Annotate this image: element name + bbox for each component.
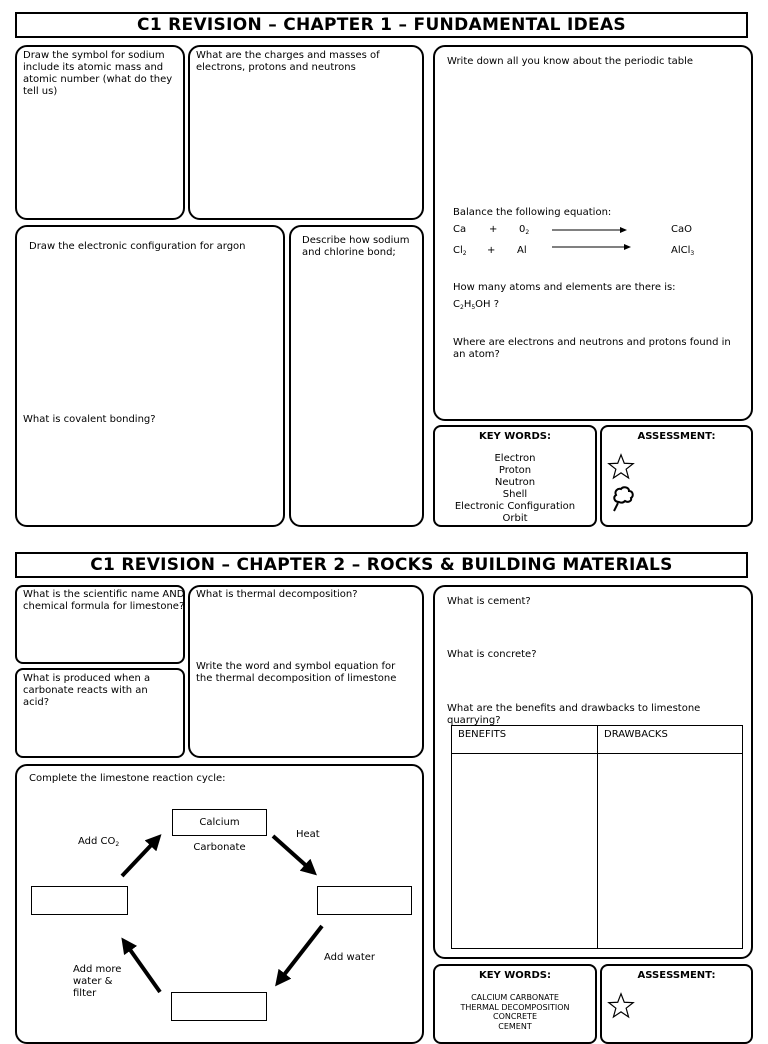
assessment-title: ASSESSMENT: bbox=[637, 431, 716, 442]
ionic-question: Describe how sodium and chlorine bond; bbox=[302, 235, 410, 258]
label-add-water: Add water bbox=[324, 952, 376, 963]
assessment-box-1 bbox=[600, 425, 753, 527]
ethanol-formula: $C_2H_5OH$ ? bbox=[453, 299, 500, 311]
thought-bubble-icon bbox=[610, 485, 636, 513]
key-words-title: KEY WORDS: bbox=[478, 970, 552, 981]
concrete-question: What is concrete? bbox=[447, 649, 537, 660]
cement-question: What is cement? bbox=[447, 596, 531, 607]
key-words-box-1 bbox=[433, 425, 597, 527]
argon-box bbox=[15, 225, 285, 527]
eq1-reactant-b: $0_2$ bbox=[519, 224, 530, 236]
label-add-co2: Add $CO_2$ bbox=[78, 836, 120, 848]
arrow-add-co2 bbox=[122, 840, 156, 876]
argon-question: Draw the electronic configuration for argon bbox=[29, 241, 246, 252]
balance-question: Balance the following equation: bbox=[453, 207, 612, 218]
carbonate-question: What is produced when a carbonate reacts with an acid? bbox=[23, 673, 151, 708]
key-word: THERMAL DECOMPOSITION bbox=[460, 1002, 570, 1012]
key-word: CEMENT bbox=[498, 1021, 532, 1031]
drawbacks-cell[interactable] bbox=[598, 754, 743, 949]
label-heat: Heat bbox=[296, 829, 320, 840]
atoms-question: How many atoms and elements are there is: bbox=[453, 282, 676, 293]
key-words-title: KEY WORDS: bbox=[478, 431, 552, 442]
eq1-product: CaO bbox=[671, 224, 692, 235]
benefits-cell[interactable] bbox=[452, 754, 598, 949]
eq2-plus: + bbox=[487, 245, 496, 256]
ionic-bond-box bbox=[289, 225, 424, 527]
equation-question: Write the word and symbol equation for the thermal decomposition of limestone bbox=[196, 661, 397, 684]
cycle-question: Complete the limestone reaction cycle: bbox=[29, 773, 226, 784]
eq2-product: AlCl$_3$ bbox=[671, 245, 695, 257]
star-icon bbox=[607, 992, 635, 1020]
eq2-reactant-b: Al bbox=[517, 245, 527, 256]
key-word: Shell bbox=[502, 489, 528, 500]
key-words-list bbox=[435, 993, 595, 1031]
cycle-calcium-carbonate: Calcium Carbonate bbox=[172, 809, 267, 836]
cycle-arrows bbox=[100, 820, 350, 1020]
chapter-2-title: C1 REVISION – CHAPTER 2 – ROCKS & BUILDING MATERIALS bbox=[15, 552, 748, 578]
drawbacks-header: DRAWBACKS bbox=[598, 726, 743, 754]
key-word: Orbit bbox=[502, 513, 528, 524]
key-word: Electron bbox=[494, 453, 536, 464]
key-words-box-2 bbox=[433, 964, 597, 1044]
chapter-1-title: C1 REVISION – CHAPTER 1 – FUNDAMENTAL IDEAS bbox=[15, 12, 748, 38]
arrow-add-water bbox=[280, 926, 322, 980]
key-word: CALCIUM CARBONATE bbox=[471, 993, 559, 1002]
quarrying-question: What are the benefits and drawbacks to limestone quarrying? bbox=[447, 703, 701, 726]
key-word: Neutron bbox=[494, 477, 536, 488]
eq2-arrow bbox=[550, 242, 634, 252]
key-words-list bbox=[435, 453, 595, 525]
key-word: Proton bbox=[498, 465, 532, 476]
key-word: Electronic Configuration bbox=[454, 501, 576, 512]
covalent-question: What is covalent bonding? bbox=[23, 414, 156, 425]
eq1-arrow bbox=[550, 225, 630, 235]
sodium-question: Draw the symbol for sodium include its atomic mass and atomic number (what do they tell us) bbox=[23, 50, 173, 97]
arrow-heat bbox=[273, 836, 311, 870]
thermal-question: What is thermal decomposition? bbox=[196, 589, 358, 600]
star-icon bbox=[607, 453, 635, 481]
arrow-add-more-water bbox=[126, 944, 160, 992]
benefits-header: BENEFITS bbox=[452, 726, 598, 754]
assessment-title: ASSESSMENT: bbox=[637, 970, 716, 981]
periodic-question: Write down all you know about the periodic table bbox=[447, 56, 694, 67]
limestone-question: What is the scientific name AND chemical formula for limestone? bbox=[23, 589, 185, 612]
where-question: Where are electrons and neutrons and protons found in an atom? bbox=[453, 337, 731, 360]
charges-question: What are the charges and masses of electrons, protons and neutrons bbox=[196, 50, 380, 73]
assessment-box-2 bbox=[600, 964, 753, 1044]
label-add-more-water: Add more water & filter bbox=[73, 964, 122, 999]
eq2-reactant-a: $Cl_2$ bbox=[453, 245, 467, 257]
eq1-plus: + bbox=[489, 224, 498, 235]
benefits-drawbacks-table bbox=[451, 725, 743, 949]
eq1-reactant-a: Ca bbox=[453, 224, 467, 235]
key-word: CONCRETE bbox=[492, 1012, 537, 1021]
